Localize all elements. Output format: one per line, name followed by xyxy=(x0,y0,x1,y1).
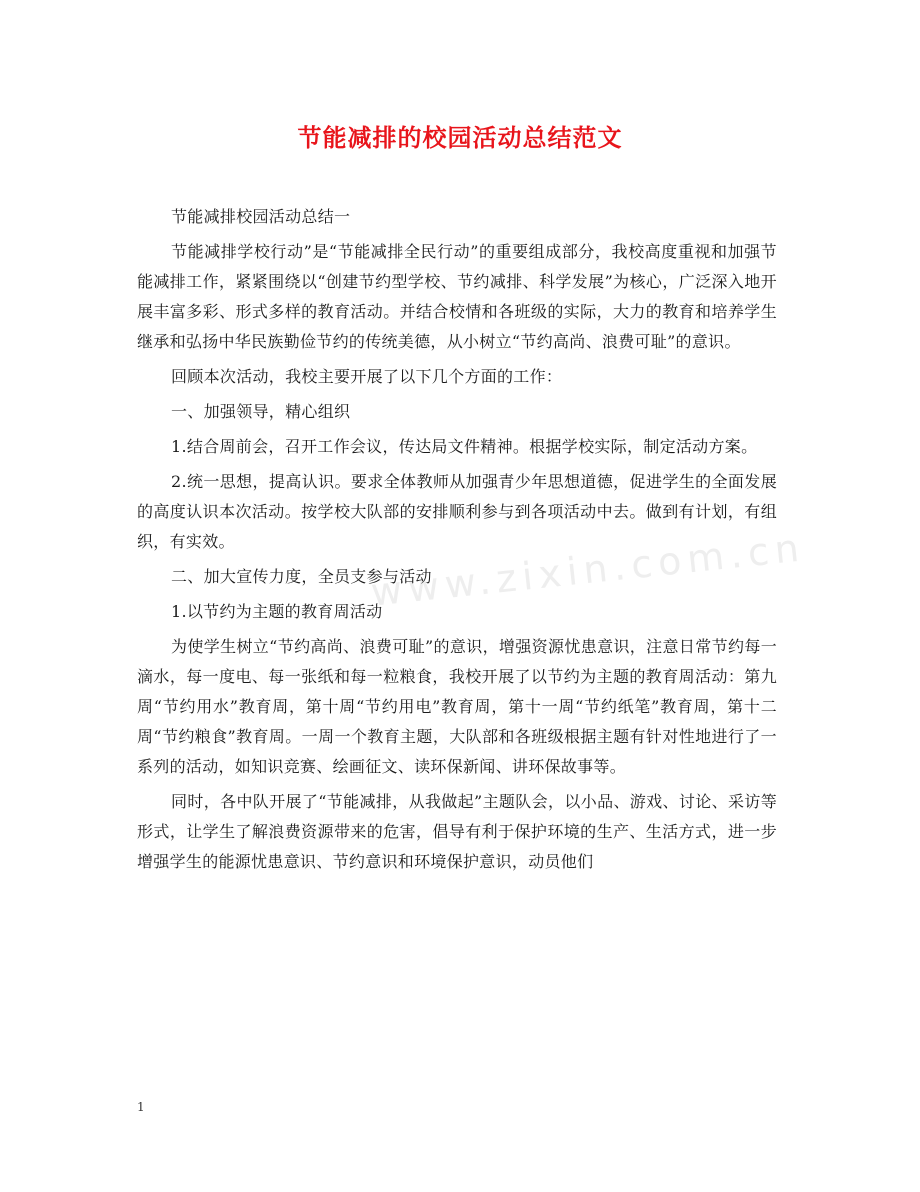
page-number: 1 xyxy=(137,1100,145,1114)
list-item: 1.结合周前会，召开工作会议，传达局文件精神。根据学校实际，制定活动方案。 xyxy=(171,437,758,456)
document-body xyxy=(137,202,777,882)
subsection-heading: 1.以节约为主题的教育周活动 xyxy=(171,602,383,621)
section-heading: 一、加强领导，精心组织 xyxy=(171,402,351,421)
document-title: 节能减排的校园活动总结范文 xyxy=(297,123,623,152)
section-heading: 节能减排校园活动总结一 xyxy=(171,207,351,226)
watermark: www.zixin.com.cn xyxy=(368,525,807,615)
section-heading: 二、加大宣传力度，全员支参与活动 xyxy=(171,567,432,586)
list-item: 2.统一思想，提高认识。要求全体教师从加强青少年思想道德，促进学生的全面发展的高度认识本次活动。按学校大队部的安排顺利参与到各项活动中去。做到有计划，有组织，有实效。 xyxy=(137,472,777,551)
paragraph: 节能减排学校行动”是“节能减排全民行动”的重要组成部分，我校高度重视和加强节能减排工作，紧紧围绕以“创建节约型学校、节约减排、科学发展”为核心，广泛深入地开展丰富多彩、形式多样的教育活动。并结合校情和各班级的实际，大力的教育和培养学生继承和弘扬中华民族勤俭节约的传统美德，从小树立“节约高尚、浪费可耻”的意识。 xyxy=(137,242,777,351)
paragraph: 为使学生树立“节约高尚、浪费可耻”的意识，增强资源忧患意识，注意日常节约每一滴水，每一度电、每一张纸和每一粒粮食，我校开展了以节约为主题的教育周活动：第九周“节约用水”教育周，第十周“节约用电”教育周，第十一周“节约纸笔”教育周，第十二周“节约粮食”教育周。一周一个教育主题，大队部和各班级根据主题有针对性地进行了一系列的活动，如知识竞赛、绘画征文、读环保新闻、讲环保故事等。 xyxy=(137,637,777,776)
paragraph: 回顾本次活动，我校主要开展了以下几个方面的工作： xyxy=(171,367,563,386)
paragraph: 同时，各中队开展了“节能减排，从我做起”主题队会，以小品、游戏、讨论、采访等形式，让学生了解浪费资源带来的危害，倡导有利于保护环境的生产、生活方式，进一步增强学生的能源忧患意识、节约意识和环境保护意识，动员他们 xyxy=(137,792,777,871)
